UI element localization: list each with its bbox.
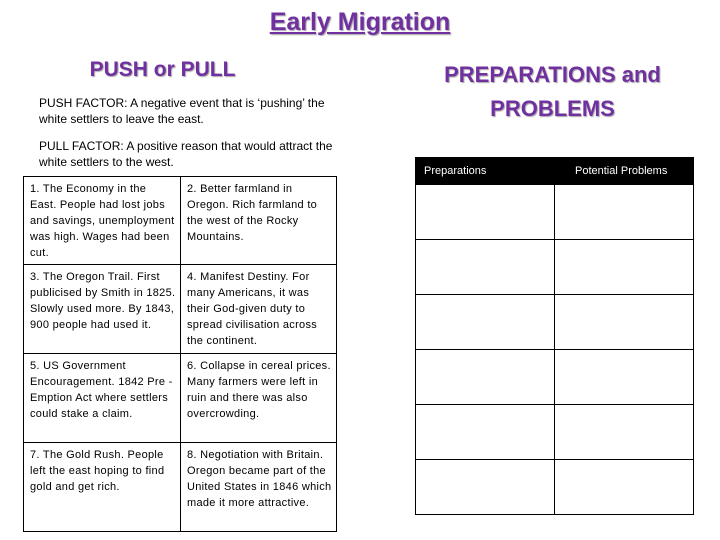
page-title: Early Migration <box>269 8 451 36</box>
preparation-cell[interactable] <box>416 240 555 295</box>
column-header-preparations: Preparations <box>416 158 555 185</box>
problem-cell[interactable] <box>555 350 694 405</box>
preparations-problems-heading: PREPARATIONS and PROBLEMS <box>444 62 661 121</box>
preparation-cell[interactable] <box>416 350 555 405</box>
problem-cell[interactable] <box>555 185 694 240</box>
push-pull-heading: PUSH or PULL <box>89 58 236 81</box>
reason-cell-1: 1. The Economy in the East. People had lost jobs and savings, unemployment was high. Wages had been cut. <box>24 177 181 265</box>
problem-cell[interactable] <box>555 295 694 350</box>
reason-cell-7: 7. The Gold Rush. People left the east hoping to find gold and get rich. <box>24 443 181 532</box>
reason-cell-3: 3. The Oregon Trail. First publicised by Smith in 1825. Slowly used more. By 1843, 900 people had used it. <box>24 265 181 354</box>
preparation-cell[interactable] <box>416 185 555 240</box>
column-header-potential-problems: Potential Problems <box>555 158 694 185</box>
problem-cell[interactable] <box>555 240 694 295</box>
table-row <box>416 350 694 405</box>
table-row <box>416 405 694 460</box>
reason-cell-8: 8. Negotiation with Britain. Oregon became part of the United States in 1846 which made it more attractive. <box>181 443 337 532</box>
preparation-cell[interactable] <box>416 460 555 515</box>
problem-cell[interactable] <box>555 460 694 515</box>
table-header-row <box>416 158 694 185</box>
table-row <box>416 295 694 350</box>
reason-cell-5: 5. US Government Encouragement. 1842 Pre -Emption Act where settlers could stake a claim. <box>24 354 181 443</box>
problem-cell[interactable] <box>555 405 694 460</box>
reason-cell-4: 4. Manifest Destiny. For many Americans, it was their God-given duty to spread civilisation across the continent. <box>181 265 337 354</box>
reason-cell-2: 2. Better farmland in Oregon. Rich farmland to the west of the Rocky Mountains. <box>181 177 337 265</box>
reason-cell-6: 6. Collapse in cereal prices. Many farmers were left in ruin and there was also overcrowding. <box>181 354 337 443</box>
push-factor-definition: PUSH FACTOR: A negative event that is ‘pushing’ the white settlers to leave the east. <box>39 96 325 126</box>
preparations-table <box>415 157 694 515</box>
table-row <box>24 177 337 265</box>
table-row <box>416 240 694 295</box>
pull-factor-definition: PULL FACTOR: A positive reason that would attract the white settlers to the west. <box>39 139 333 169</box>
preparation-cell[interactable] <box>416 405 555 460</box>
table-row <box>416 460 694 515</box>
table-row <box>24 443 337 532</box>
table-row <box>416 185 694 240</box>
table-row <box>24 354 337 443</box>
preparation-cell[interactable] <box>416 295 555 350</box>
table-row <box>24 265 337 354</box>
reasons-table <box>23 176 337 532</box>
